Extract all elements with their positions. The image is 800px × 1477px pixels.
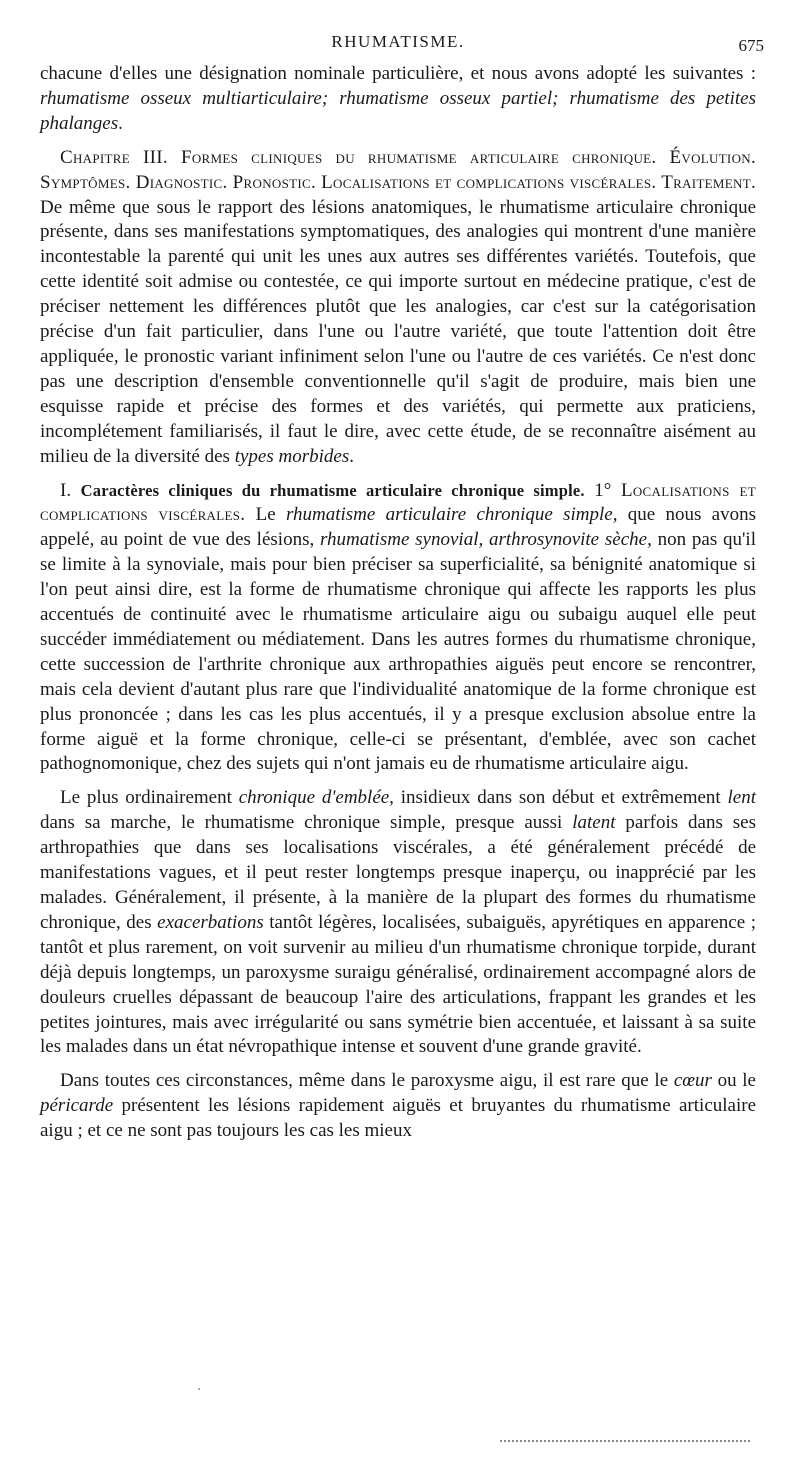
paragraph-chapter-3 (40, 146, 756, 470)
text-run: . (118, 112, 123, 134)
running-title: RHUMATISME. (331, 32, 465, 51)
italic-run: types morbides (234, 445, 350, 467)
italic-run: lent (727, 787, 757, 809)
text-run: . (349, 445, 354, 467)
page-header (40, 2, 764, 55)
scan-footer-mark (500, 1440, 750, 1444)
text-run: Le (245, 504, 286, 526)
text-run: présentent les lésions rapidement aiguës et bruyantes du rhumatisme articulaire aigu ; et ce ne sont pas toujours les cas les mieux (40, 1095, 756, 1142)
italic-run: péricarde (40, 1095, 114, 1117)
subsection-heading: Localisations et complications viscérales. (40, 479, 756, 526)
paragraph-1 (40, 62, 756, 137)
page-number: 675 (738, 36, 764, 55)
paragraph-5 (40, 1069, 756, 1144)
italic-run: latent (572, 812, 616, 834)
text-run: Dans toutes ces circonstances, même dans le paroxysme aigu, il est rare que le (60, 1070, 674, 1092)
text-run: non pas qu'il se limite à la synoviale, mais pour bien préciser sa superficialité, sa bénignité anatomique si l'on peut ainsi dire, est la forme de rhumatisme chronique qui affecte les rapports les plus accentués de continuité avec le rhumatisme articulaire aigu ou subaigu auquel elle peut succéder immédiatement ou médiatement. Dans les autres formes du rhumatisme chronique, cette succession de l'arthrite chronique aux arthropathies aiguës peut encore se rencontrer, mais cela devient d'autant plus rare que l'individualité anatomique de la forme chronique est plus prononcée ; dans les cas les plus accentués, il y a presque exclusion absolue entre la forme aiguë et la forme chronique, celle-ci se présentant, d'emblée, avec son cachet pathognomonique, chez des sujets qui n'ont jamais eu de rhumatisme articulaire aigu. (40, 529, 756, 775)
italic-run: cœur (673, 1070, 712, 1092)
section-number: I. (60, 479, 81, 501)
text-run: que nous avons appelé, au point de vue des lésions, (40, 504, 757, 551)
text-run: insidieux dans son début et extrêmement (393, 787, 728, 809)
text-run: chacune d'elles une désignation nominale particulière, et nous avons adopté les suivantes : (40, 63, 756, 84)
text-run: parfois dans ses arthropathies que dans ses localisations viscérales, a été généralement précédé de manifestations vagues, et il peut rester longtemps presque inaperçu, ou inapprécié par les malades. Généralement, il présente, à la manière de la plupart des formes du rhumatisme chronique, des (40, 812, 757, 933)
italic-run: chronique d'emblée, (238, 787, 394, 809)
text-run: dans sa marche, le rhumatisme chronique simple, presque aussi (40, 812, 573, 834)
text-run: ou le (711, 1070, 756, 1092)
chapter-heading: Chapitre III. Formes cliniques du rhumatisme articulaire chronique. Évolution. Symptômes. Diagnostic. Pronostic. Localisations et complications viscérales. Traitement. (40, 146, 756, 193)
italic-run: rhumatisme synovial, arthrosynovite sèche, (320, 529, 652, 551)
text-run: De même que sous le rapport des lésions anatomiques, le rhumatisme articulaire chronique présente, dans ses manifestations symptomatiques, des analogies qui montrent d'une manière incontestable la parenté qui unit les unes aux autres ses différentes variétés. Toutefois, que cette identité soit admise ou contestée, ce qui importe surtout en médecine pratique, c'est de préciser nettement les différences plutôt que les analogies, car c'est sur la catégorisation précise d'un fait particulier, dans l'une ou l'autre variété, que toute l'attention doit être appliquée, le pronostic variant infiniment selon l'une ou l'autre de ces variétés. Ce n'est donc pas une description d'ensemble conventionnelle qu'il s'agit de produire, mais bien une esquisse rapide et précise des formes et des variétés, qui permette aux praticiens, incomplétement familiarisés, il faut le dire, avec cette étude, de se reconnaître aisément au milieu de la diversité des (40, 196, 756, 467)
scan-speck (198, 1388, 200, 1390)
text-run: 1° (584, 479, 621, 501)
text-run: tantôt légères, localisées, subaiguës, apyrétiques en apparence ; tantôt et plus rarement, on voit survenir au milieu d'un rhumatisme chronique torpide, durant déjà depuis longtemps, un paroxysme suraigu généralisé, ordinairement accompagné alors de douleurs cruelles dépassant de beaucoup l'aire des articulations, frappant les grandes et les petites jointures, mais avec irrégularité ou sans symétrie bien accentuée, et laissant à sa suite les malades dans un état névropathique intense et souvent d'une grande gravité. (40, 911, 756, 1058)
italic-run: rhumatisme articulaire chronique simple, (285, 504, 618, 526)
text-run: Le plus ordinairement (60, 787, 239, 809)
section-heading: Caractères cliniques du rhumatisme articulaire chronique simple. (80, 480, 585, 500)
italic-run: exacerbations (157, 911, 264, 933)
italic-run: rhumatisme osseux multiarticulaire; rhumatisme osseux partiel; rhumatisme des petites phalanges (40, 87, 756, 134)
body-text (40, 62, 756, 1144)
paragraph-section-1 (40, 479, 756, 778)
paragraph-4 (40, 786, 756, 1060)
